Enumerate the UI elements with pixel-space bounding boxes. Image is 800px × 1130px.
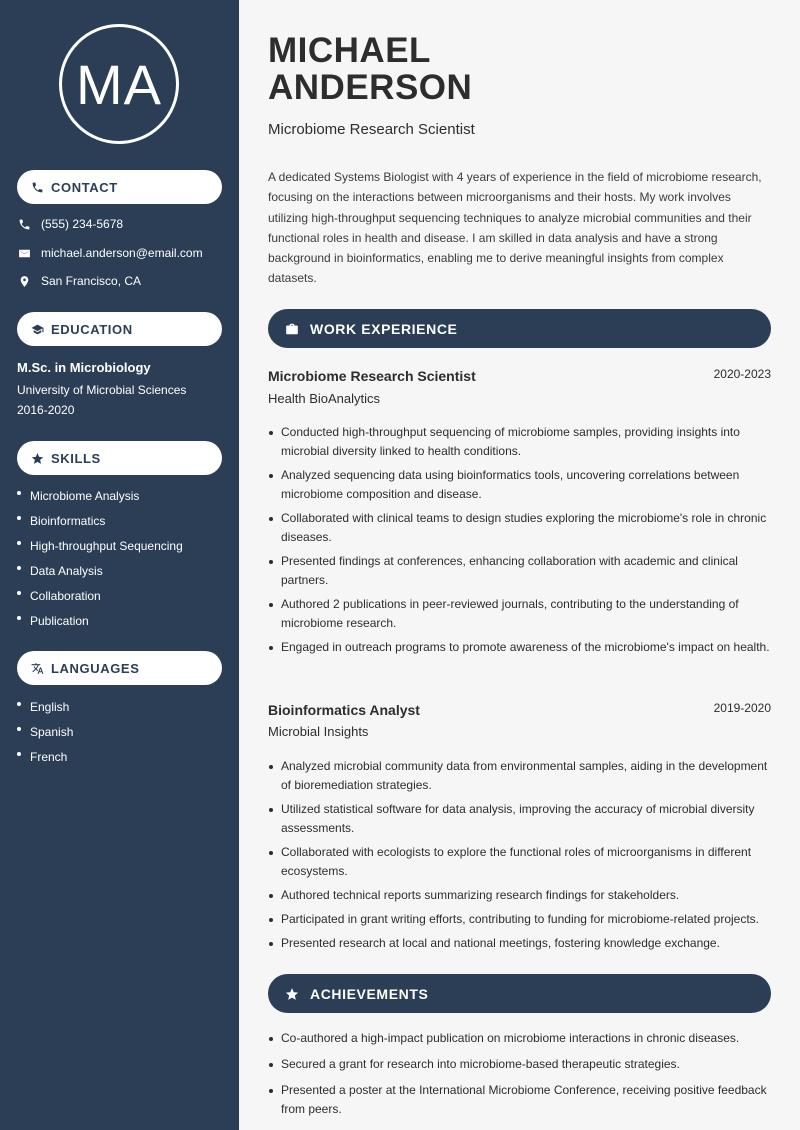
skill-item: Microbiome Analysis — [17, 483, 183, 508]
job-1-bullets — [268, 423, 771, 662]
phone-text: (555) 234-5678 — [41, 217, 124, 231]
education-degree: M.Sc. in Microbiology — [17, 360, 151, 375]
last-name: ANDERSON — [268, 68, 473, 107]
job-bullet: Collaborated with clinical teams to design studies exploring the microbiome's role in chronic diseases. — [268, 509, 771, 547]
phone-icon — [31, 181, 44, 194]
graduation-cap-icon — [31, 323, 44, 336]
language-item: French — [17, 744, 73, 769]
achievements-heading-label: ACHIEVEMENTS — [310, 985, 429, 1002]
job-bullet: Authored 2 publications in peer-reviewed journals, contributing to the understanding of microbiome research. — [268, 595, 771, 633]
skill-item: Data Analysis — [17, 558, 183, 583]
language-item: Spanish — [17, 719, 73, 744]
job-bullet: Participated in grant writing efforts, contributing to funding for microbiome-related projects. — [268, 910, 771, 929]
envelope-icon — [17, 246, 31, 260]
phone-icon — [17, 217, 31, 231]
job-bullet: Utilized statistical software for data analysis, improving the accuracy of microbial diversity assessments. — [268, 800, 771, 838]
monogram-avatar: MA — [59, 24, 179, 144]
achievement-item: Secured a grant for research into microbiome-based therapeutic strategies. — [268, 1055, 771, 1074]
language-item: English — [17, 694, 73, 719]
job-2-company: Microbial Insights — [268, 724, 369, 739]
achievements-list — [268, 1029, 771, 1124]
profile-summary: A dedicated Systems Biologist with 4 years of experience in the field of microbiome research, focusing on the interactions between microorganisms and their hosts. My work involves utilizing high-throughput sequencing techniques to analyze microbial communities and their functional roles in health and disease. I am skilled in data analysis and have a strong background in bioinformatics, enabling me to derive meaningful insights from complex datasets. — [268, 170, 762, 286]
job-2-title: Bioinformatics Analyst — [268, 702, 420, 718]
job-2-bullets — [268, 757, 771, 958]
star-icon — [31, 452, 44, 465]
job-2-dates: 2019-2020 — [713, 701, 771, 715]
achievement-item: Presented a poster at the International Microbiome Conference, receiving positive feedback from peers. — [268, 1081, 771, 1119]
job-bullet: Conducted high-throughput sequencing of microbiome samples, providing insights into microbial diversity linked to health conditions. — [268, 423, 771, 461]
job-bullet: Analyzed sequencing data using bioinformatics tools, uncovering correlations between microbiome composition and disease. — [268, 466, 771, 504]
contact-heading-label: CONTACT — [51, 179, 118, 195]
work-experience-heading — [268, 309, 771, 348]
skill-item: High-throughput Sequencing — [17, 533, 183, 558]
languages-heading-label: LANGUAGES — [51, 660, 140, 676]
job-title-headline: Microbiome Research Scientist — [268, 121, 475, 138]
translate-icon — [31, 662, 44, 675]
skills-list — [17, 483, 183, 633]
job-1-dates: 2020-2023 — [713, 367, 771, 381]
job-1-company: Health BioAnalytics — [268, 391, 380, 406]
first-name: MICHAEL — [268, 31, 431, 70]
job-bullet: Collaborated with ecologists to explore the functional roles of microorganisms in different ecosystems. — [268, 843, 771, 881]
contact-email — [17, 246, 203, 260]
location-text: San Francisco, CA — [41, 274, 142, 288]
job-bullet: Engaged in outreach programs to promote awareness of the microbiome's impact on health. — [268, 638, 771, 657]
job-bullet: Presented research at local and national meetings, fostering knowledge exchange. — [268, 934, 771, 953]
education-school: University of Microbial Sciences — [17, 383, 187, 397]
education-heading — [17, 312, 222, 346]
contact-heading — [17, 170, 222, 204]
contact-phone — [17, 217, 123, 231]
achievements-heading — [268, 974, 771, 1013]
achievement-item: Co-authored a high-impact publication on microbiome interactions in chronic diseases. — [268, 1029, 771, 1048]
star-icon — [285, 987, 299, 1001]
skill-item: Collaboration — [17, 583, 183, 608]
work-heading-label: WORK EXPERIENCE — [310, 320, 458, 337]
main-content — [239, 0, 800, 1130]
languages-heading — [17, 651, 222, 685]
map-pin-icon — [17, 274, 31, 288]
sidebar — [0, 0, 239, 1130]
languages-list — [17, 694, 73, 769]
skills-heading-label: SKILLS — [51, 450, 101, 466]
job-1-title: Microbiome Research Scientist — [268, 368, 476, 384]
contact-location — [17, 274, 141, 288]
education-years: 2016-2020 — [17, 403, 75, 417]
briefcase-icon — [285, 322, 299, 336]
skill-item: Bioinformatics — [17, 508, 183, 533]
skills-heading — [17, 441, 222, 475]
email-text: michael.anderson@email.com — [41, 246, 203, 260]
job-bullet: Authored technical reports summarizing research findings for stakeholders. — [268, 886, 771, 905]
job-bullet: Analyzed microbial community data from environmental samples, aiding in the development of bioremediation strategies. — [268, 757, 771, 795]
person-name — [268, 32, 472, 106]
job-bullet: Presented findings at conferences, enhancing collaboration with academic and clinical partners. — [268, 552, 771, 590]
education-heading-label: EDUCATION — [51, 321, 133, 337]
skill-item: Publication — [17, 608, 183, 633]
